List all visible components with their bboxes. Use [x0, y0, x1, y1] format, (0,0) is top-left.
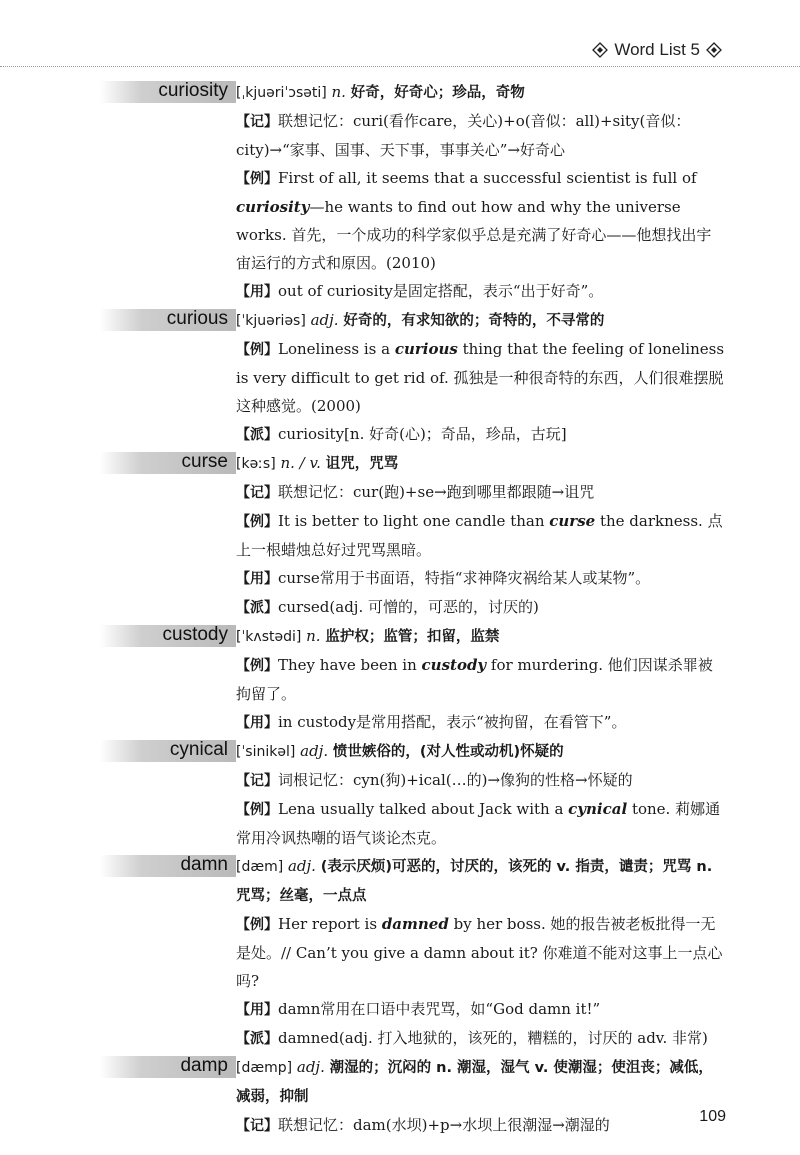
note-tag: 【记】 [236, 773, 278, 789]
entry-head [181, 449, 726, 478]
note-tag: 【记】 [236, 114, 278, 130]
entry-note [236, 910, 726, 995]
entry-head [169, 737, 726, 766]
meaning: 监护权；监管；扣留，监禁 [325, 629, 500, 645]
note-tag: 【例】 [236, 514, 278, 530]
headword: curiosity [158, 80, 228, 101]
header-divider [0, 66, 800, 67]
example-text: tone. 莉娜通常用冷讽热嘲的语气谈论杰克。 [236, 800, 721, 847]
definition [236, 737, 564, 766]
part-of-speech: n. [306, 627, 321, 645]
example-text: —he wants to find out how and why the universe works. 首先，一个成功的科学家似乎总是充满了好奇心——他想找出宇宙运行的方式和原因。(2010) [236, 198, 712, 272]
note-tag: 【派】 [236, 427, 278, 443]
note-tag: 【例】 [236, 171, 278, 187]
note-tag: 【记】 [236, 485, 278, 501]
phonetic: [dæm] [236, 859, 284, 875]
part-of-speech: adj. [300, 742, 329, 760]
definition [236, 852, 726, 910]
meaning: 好奇，好奇心；珍品，奇物 [350, 85, 525, 101]
note-text: 联想记忆：dam(水坝)+p→水坝上很潮湿→潮湿的 [278, 1116, 610, 1134]
meaning: 愤世嫉俗的，(对人性或动机)怀疑的 [332, 744, 564, 760]
entry-list [0, 78, 800, 1140]
headword: cynical [169, 739, 228, 760]
example-text: by her boss. 她的报告被老板批得一无是处。// Can’t you give a damn about it? 你难道不能对这事上一点心吗? [236, 915, 723, 990]
phonetic: [ˌkjuəriˈɔsəti] [236, 85, 327, 101]
word-list-title: Word List 5 [614, 40, 700, 59]
part-of-speech: adj. [310, 311, 339, 329]
entry-note [236, 420, 726, 449]
example-keyword: curious [394, 340, 458, 358]
meaning: (表示厌烦)可恶的，讨厌的，该死的 v. 指责，谴责；咒骂 n. 咒骂；丝毫，一点点 [236, 859, 713, 904]
note-text: 联想记忆：curi(看作care，关心)+o(音似：all)+sity(音似：city)→“家事、国事、天下事，事事关心”→好奇心 [236, 112, 691, 159]
example-keyword: curiosity [236, 198, 310, 216]
example-text: It is better to light one candle than [278, 512, 550, 530]
note-text: cursed(adj. 可憎的，可恶的，讨厌的) [278, 598, 539, 616]
entry-custody [0, 622, 800, 737]
page-number: 109 [699, 1108, 726, 1125]
example-text: First of all, it seems that a successful scientist is full of [278, 169, 697, 187]
entry-curiosity [0, 78, 800, 306]
entry-head [180, 1053, 726, 1111]
entry-note [236, 1024, 726, 1053]
note-tag: 【派】 [236, 1031, 278, 1047]
entry-note [236, 164, 726, 277]
meaning: 好奇的，有求知欲的；奇特的，不寻常的 [343, 313, 605, 329]
headword: custody [162, 624, 228, 645]
phonetic: [ˈkjuəriəs] [236, 313, 306, 329]
example-text: They have been in [278, 656, 422, 674]
part-of-speech: adj. [287, 857, 316, 875]
entry-head [158, 78, 726, 107]
entry-head [180, 852, 726, 910]
note-tag: 【例】 [236, 658, 278, 674]
entry-note [236, 277, 726, 306]
note-tag: 【用】 [236, 284, 278, 300]
diamond-ornament-icon [706, 42, 722, 58]
note-tag: 【记】 [236, 1118, 278, 1134]
headword: curious [166, 308, 228, 329]
entry-curious [0, 306, 800, 449]
example-text: for murdering. 他们因谋杀罪被拘留了。 [236, 656, 713, 703]
entry-damp [0, 1053, 800, 1140]
definition [236, 622, 499, 651]
entry-note [236, 107, 726, 164]
entry-head [162, 622, 726, 651]
part-of-speech: n. [331, 83, 346, 101]
note-tag: 【用】 [236, 715, 278, 731]
phonetic: [ˈkʌstədi] [236, 629, 302, 645]
note-tag: 【用】 [236, 1002, 278, 1018]
note-tag: 【用】 [236, 571, 278, 587]
entry-note [236, 507, 726, 564]
example-keyword: custody [421, 656, 487, 674]
note-text: out of curiosity是固定搭配，表示“出于好奇”。 [278, 282, 604, 300]
example-keyword: cynical [568, 800, 628, 818]
example-keyword: curse [549, 512, 596, 530]
entry-curse [0, 449, 800, 622]
definition [236, 449, 398, 478]
note-text: curiosity[n. 好奇(心)；奇品，珍品，古玩] [278, 425, 567, 443]
example-text: Loneliness is a [278, 340, 395, 358]
note-tag: 【例】 [236, 342, 278, 358]
note-tag: 【派】 [236, 600, 278, 616]
entry-note [236, 995, 726, 1024]
note-text: damned(adj. 打入地狱的，该死的，糟糕的，讨厌的 adv. 非常) [278, 1029, 708, 1047]
definition [236, 78, 525, 107]
meaning: 潮湿的；沉闷的 n. 潮湿，湿气 v. 使潮湿；使沮丧；减低，减弱，抑制 [236, 1060, 713, 1105]
entry-damn [0, 852, 800, 1053]
example-text: thing that the feeling of loneliness is very difficult to get rid of. 孤独是一种很奇特的东西，人们很难摆脱这种感觉。(2000) [236, 340, 725, 415]
entry-note [236, 1111, 726, 1140]
note-text: damn常用在口语中表咒骂，如“God damn it!” [278, 1000, 601, 1018]
entry-note [236, 335, 726, 420]
entry-note [236, 708, 726, 737]
part-of-speech: adj. [296, 1058, 325, 1076]
example-text: Her report is [278, 915, 382, 933]
entry-head [166, 306, 726, 335]
entry-note [236, 564, 726, 593]
definition [236, 306, 604, 335]
entry-note [236, 478, 726, 507]
entry-note [236, 593, 726, 622]
part-of-speech: n. / v. [280, 454, 321, 472]
note-text: in custody是常用搭配，表示“被拘留，在看管下”。 [278, 713, 627, 731]
entry-note [236, 795, 726, 852]
headword: damp [180, 1055, 228, 1076]
note-text: 联想记忆：cur(跑)+se→跑到哪里都跟随→诅咒 [278, 483, 595, 501]
note-tag: 【例】 [236, 802, 278, 818]
meaning: 诅咒，咒骂 [325, 456, 399, 472]
definition [236, 1053, 726, 1111]
example-text: Lena usually talked about Jack with a [278, 800, 569, 818]
example-keyword: damned [381, 915, 449, 933]
diamond-ornament-icon [592, 42, 608, 58]
note-text: 词根记忆：cyn(狗)+ical(…的)→像狗的性格→怀疑的 [278, 771, 633, 789]
note-text: curse常用于书面语，特指“求神降灾祸给某人或某物”。 [278, 569, 651, 587]
phonetic: [kəːs] [236, 456, 276, 472]
phonetic: [dæmp] [236, 1060, 293, 1076]
phonetic: [ˈsinikəl] [236, 744, 296, 760]
page-header [592, 40, 722, 60]
example-text: the darkness. 点上一根蜡烛总好过咒骂黑暗。 [236, 512, 723, 559]
entry-note [236, 766, 726, 795]
note-tag: 【例】 [236, 917, 278, 933]
headword: damn [180, 854, 228, 875]
entry-note [236, 651, 726, 708]
headword: curse [181, 451, 228, 472]
entry-cynical [0, 737, 800, 852]
